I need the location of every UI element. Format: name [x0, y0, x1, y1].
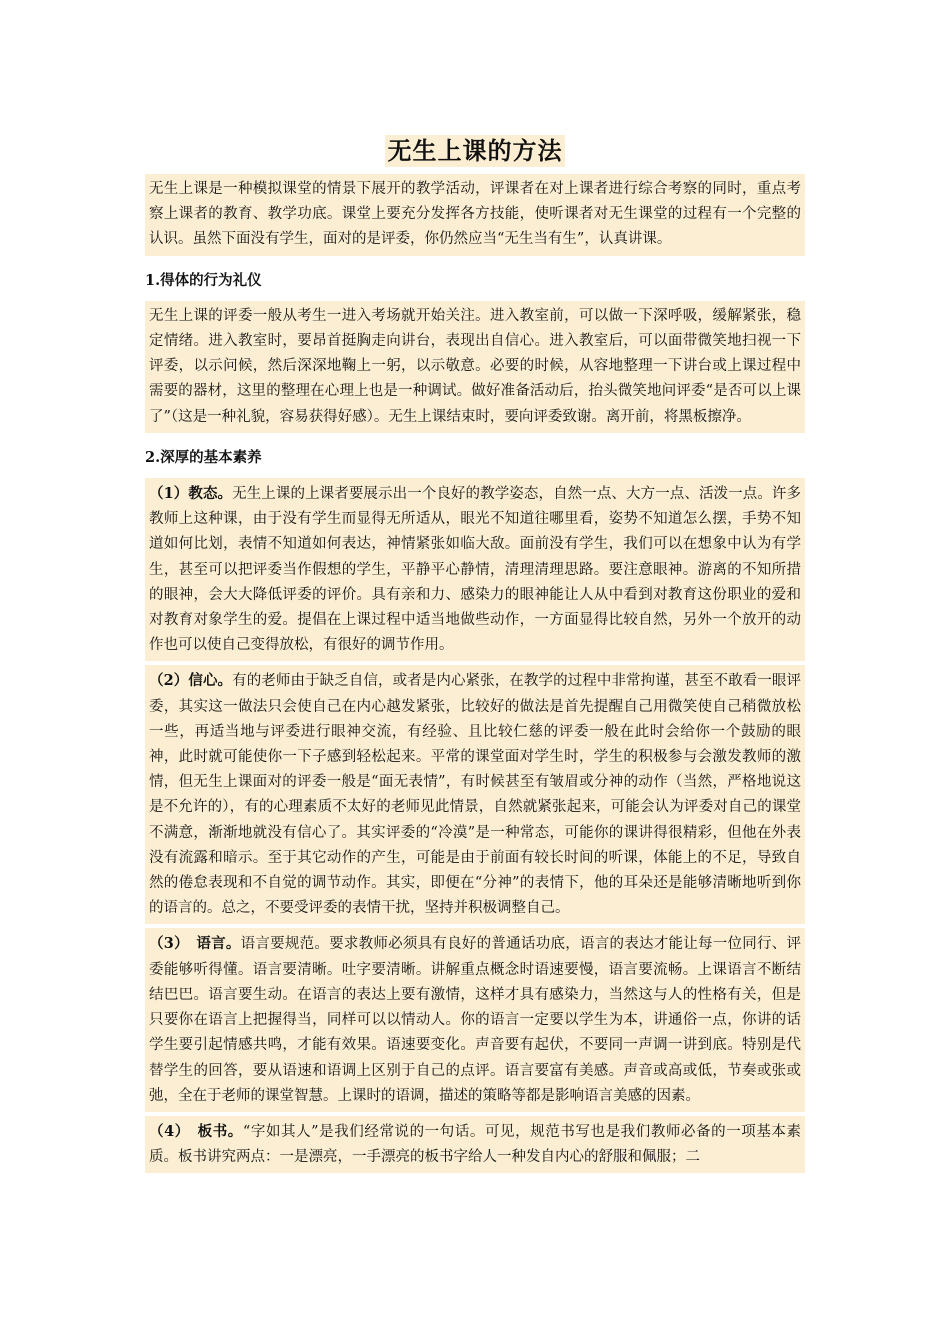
- paragraph-blackboard: [145, 1116, 805, 1173]
- document-body: [145, 174, 805, 1177]
- paragraph-language: [145, 928, 805, 1111]
- item-text-language: 语言要规范。要求教师必须具有良好的普通话功底，语言的表达才能让每一位同行、评委能够听得懂。语言要清晰。吐字要清晰。讲解重点概念时语速要慢，语言要流畅。上课语言不断结结巴巴。语言要生动。在语言的表达上要有激情，这样才具有感染力，当然这与人的性格有关，但是只要你在语言上把握得当，同样可以以情动人。你的语言一定要以学生为本，讲通俗一点，你讲的话学生要引起情感共鸣，才能有效果。语速要变化。声音要有起伏，不要同一声调一讲到底。特别是代替学生的回答，要从语速和语调上区别于自己的点评。语言要富有美感。声音或高或低，节奏或张或弛，全在于老师的课堂智慧。上课时的语调，描述的策略等都是影响语言美感的因素。: [149, 936, 802, 1104]
- etiquette-paragraph: 无生上课的评委一般从考生一进入考场就开始关注。进入教室前，可以做一下深呼吸，缓解紧张，稳定情绪。进入教室时，要昂首挺胸走向讲台，表现出自信心。进入教室后，可以面带微笑地扫视一下评委，以示问候，然后深深地鞠上一躬，以示敬意。必要的时候，从容地整理一下讲台或上课过程中需要的器材，这里的整理在心理上也是一种调试。做好准备活动后，抬头微笑地问评委“是否可以上课了”（这是一种礼貌，容易获得好感）。无生上课结束时，要向评委致谢。离开前，将黑板擦净。: [145, 301, 805, 433]
- item-label-confidence: （2）信心。: [149, 672, 233, 690]
- item-label-demeanor: （1）教态。: [149, 485, 233, 503]
- section-heading-etiquette: 1.得体的行为礼仪: [145, 271, 262, 289]
- page-title: 无生上课的方法: [385, 135, 565, 167]
- item-label-language: （3） 语言。: [149, 935, 241, 953]
- item-text-confidence: 有的老师由于缺乏自信，或者是内心紧张，在教学的过程中非常拘谨，甚至不敢看一眼评委，其实这一做法只会使自己在内心越发紧张，比较好的做法是首先提醒自己用微笑使自己稍微放松一些，再适当地与评委进行眼神交流，有经验、且比较仁慈的评委一般在此时会给你一个鼓励的眼神，此时就可能使你一下子感到轻松起来。平常的课堂面对学生时，学生的积极参与会激发教师的激情，但无生上课面对的评委一般是“面无表情”，有时候甚至有皱眉或分神的动作（当然，严格地说这是不允许的），有的心理素质不太好的老师见此情景，自然就紧张起来，可能会认为评委对自己的课堂不满意，渐渐地就没有信心了。其实评委的“冷漠”是一种常态，可能你的课讲得很精彩，但他在外表没有流露和暗示。至于其它动作的产生，可能是由于前面有较长时间的听课，体能上的不足，导致自然的倦怠表现和不自觉的调节动作。其实，即便在“分神”的表情下，他的耳朵还是能够清晰地听到你的语言的。总之，不要受评委的表情干扰，坚持并积极调整自己。: [149, 673, 801, 917]
- item-label-blackboard: （4） 板书。: [149, 1122, 243, 1140]
- item-text-blackboard: “字如其人”是我们经常说的一句话。可见，规范书写也是我们教师必备的一项基本素质。板书讲究两点：一是漂亮，一手漂亮的板书字给人一种发自内心的舒服和佩服；二: [149, 1123, 801, 1166]
- item-text-demeanor: 无生上课的上课者要展示出一个良好的教学姿态，自然一点、大方一点、活泼一点。许多教师上这种课，由于没有学生而显得无所适从，眼光不知道往哪里看，姿势不知道怎么摆，手势不知道如何比划，表情不知道如何表达，神情紧张如临大敌。面前没有学生，我们可以在想象中认为有学生，甚至可以把评委当作假想的学生，平静平心静情，清理清理思路。要注意眼神。游离的不知所措的眼神，会大大降低评委的评价。具有亲和力、感染力的眼神能让人从中看到对教育这份职业的爱和对教育对象学生的爱。提倡在上课过程中适当地做些动作，一方面显得比较自然，另外一个放开的动作也可以使自己变得放松，有很好的调节作用。: [149, 486, 801, 654]
- paragraph-demeanor: [145, 478, 805, 661]
- section-heading-literacy: 2.深厚的基本素养: [145, 448, 262, 466]
- paragraph-confidence: [145, 665, 805, 924]
- intro-paragraph: 无生上课是一种模拟课堂的情景下展开的教学活动，评课者在对上课者进行综合考察的同时，重点考察上课者的教育、教学功底。课堂上要充分发挥各方技能，使听课者对无生课堂的过程有一个完整的认识。虽然下面没有学生，面对的是评委，你仍然应当“无生当有生”，认真讲课。: [145, 174, 805, 256]
